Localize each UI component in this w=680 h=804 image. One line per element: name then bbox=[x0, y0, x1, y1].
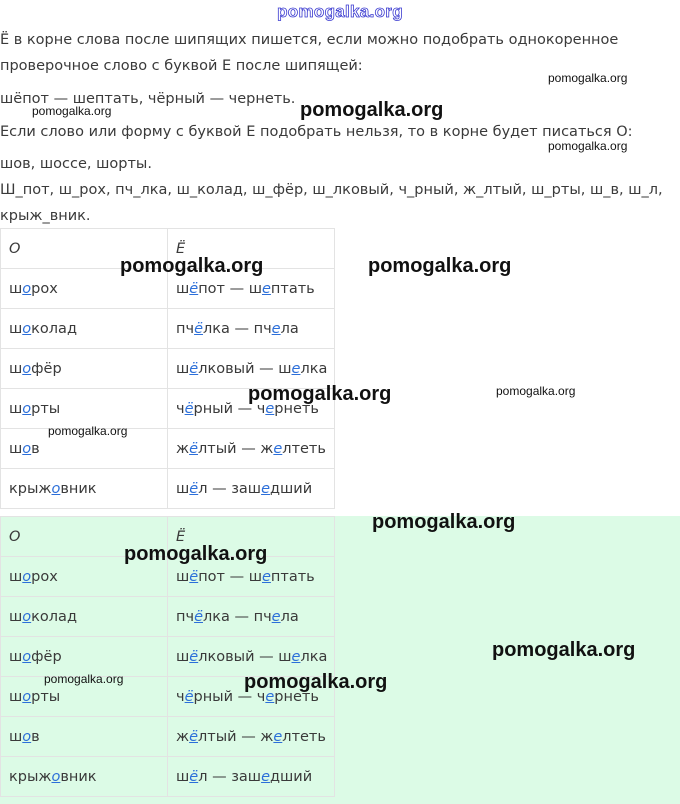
word-part: ш bbox=[176, 648, 190, 665]
table-row bbox=[1, 597, 335, 637]
table-row bbox=[1, 469, 335, 509]
example-o-words: шов, шоссе, шорты. bbox=[0, 156, 152, 172]
word-part: дший bbox=[269, 480, 313, 497]
highlighted-letter: е bbox=[291, 648, 301, 665]
word-part: ш bbox=[9, 320, 23, 337]
word-part: вник bbox=[60, 768, 97, 785]
site-logo[interactable]: pomogalka.org bbox=[277, 2, 403, 21]
word-part: лтый — ж bbox=[198, 728, 274, 745]
word-part: ш bbox=[9, 440, 23, 457]
word-part: ж bbox=[176, 440, 190, 457]
word-part: рнеть bbox=[274, 400, 319, 417]
word-part: рты bbox=[31, 688, 61, 705]
highlighted-letter: о bbox=[22, 728, 32, 745]
watermark: pomogalka.org bbox=[300, 99, 444, 121]
watermark: pomogalka.org bbox=[48, 424, 128, 438]
watermark: pomogalka.org bbox=[244, 671, 388, 693]
highlighted-letter: е bbox=[271, 608, 281, 625]
word-part: ш bbox=[176, 280, 190, 297]
word-part: ш bbox=[9, 688, 23, 705]
word-part: лка bbox=[300, 360, 328, 377]
table-row bbox=[1, 309, 335, 349]
word-part: лтый — ж bbox=[198, 440, 274, 457]
word-part: пч bbox=[176, 320, 195, 337]
highlighted-letter: е bbox=[271, 320, 281, 337]
word-part: колад bbox=[31, 320, 77, 337]
highlighted-letter: е bbox=[262, 280, 271, 297]
word-part: колад bbox=[31, 608, 77, 625]
word-part: рный — ч bbox=[193, 400, 266, 417]
table-row bbox=[1, 757, 335, 797]
rule-text-line1: Ё в корне слова после шипящих пишется, если можно подобрать однокоренное bbox=[0, 32, 619, 48]
column-header-yo: Ё bbox=[168, 229, 335, 269]
table-row bbox=[1, 717, 335, 757]
word-part: ш bbox=[9, 608, 23, 625]
highlighted-letter: о bbox=[22, 400, 32, 417]
watermark: pomogalka.org bbox=[372, 511, 516, 533]
word-part: крыж bbox=[9, 480, 52, 497]
watermark: pomogalka.org bbox=[492, 639, 636, 661]
word-part: ш bbox=[176, 480, 190, 497]
highlighted-letter: ё bbox=[189, 648, 199, 665]
highlighted-letter: о bbox=[22, 648, 32, 665]
cell-word-o bbox=[1, 309, 168, 349]
cell-word-o bbox=[1, 757, 168, 797]
word-part: птать bbox=[270, 280, 315, 297]
word-part: вник bbox=[60, 480, 97, 497]
cell-word-o bbox=[1, 717, 168, 757]
highlighted-letter: о bbox=[22, 568, 32, 585]
word-part: ш bbox=[176, 360, 190, 377]
word-part: лтеть bbox=[282, 440, 326, 457]
highlighted-letter: ё bbox=[189, 480, 199, 497]
highlighted-letter: о bbox=[22, 608, 32, 625]
word-part: ш bbox=[9, 360, 23, 377]
word-part: ш bbox=[9, 400, 23, 417]
highlighted-letter: е bbox=[273, 728, 283, 745]
word-part: рох bbox=[31, 280, 58, 297]
watermark: pomogalka.org bbox=[548, 139, 628, 153]
watermark: pomogalka.org bbox=[548, 71, 628, 85]
column-header-yo: Ё bbox=[168, 517, 335, 557]
highlighted-letter: ё bbox=[194, 320, 203, 337]
word-part: ш bbox=[176, 568, 190, 585]
cell-word-yo bbox=[168, 717, 335, 757]
exercise-text-line2: крыж_вник. bbox=[0, 208, 91, 224]
cell-word-o bbox=[1, 349, 168, 389]
highlighted-letter: о bbox=[51, 480, 61, 497]
cell-word-yo bbox=[168, 309, 335, 349]
word-part: фёр bbox=[31, 360, 62, 377]
highlighted-letter: е bbox=[291, 360, 301, 377]
highlighted-letter: ё bbox=[189, 568, 199, 585]
word-part: пот — ш bbox=[198, 568, 262, 585]
word-part: ж bbox=[176, 728, 190, 745]
word-part: крыж bbox=[9, 768, 52, 785]
word-part: дший bbox=[269, 768, 313, 785]
watermark: pomogalka.org bbox=[496, 384, 576, 398]
word-part: в bbox=[31, 728, 40, 745]
watermark: pomogalka.org bbox=[248, 383, 392, 405]
watermark: pomogalka.org bbox=[120, 255, 264, 277]
rule-text-line2: проверочное слово с буквой Е после шипящей: bbox=[0, 58, 363, 74]
rule-o-text: Если слово или форму с буквой Е подобрать нельзя, то в корне будет писаться О: bbox=[0, 124, 633, 140]
word-part: ч bbox=[176, 400, 185, 417]
column-header-o: О bbox=[1, 229, 168, 269]
cell-word-yo bbox=[168, 757, 335, 797]
watermark: pomogalka.org bbox=[368, 255, 512, 277]
highlighted-letter: е bbox=[261, 480, 270, 497]
highlighted-letter: е bbox=[262, 568, 271, 585]
exercise-text-line1: Ш_пот, ш_рох, пч_лка, ш_колад, ш_фёр, ш_лковый, ч_рный, ж_лтый, ш_рты, ш_в, ш_л, bbox=[0, 182, 663, 198]
word-part: птать bbox=[270, 568, 315, 585]
column-header-o: О bbox=[1, 517, 168, 557]
word-part: рты bbox=[31, 400, 61, 417]
word-part: ш bbox=[176, 768, 190, 785]
highlighted-letter: о bbox=[22, 320, 32, 337]
word-part: лка bbox=[300, 648, 328, 665]
cell-word-yo bbox=[168, 597, 335, 637]
watermark: pomogalka.org bbox=[44, 672, 124, 686]
word-part: рох bbox=[31, 568, 58, 585]
word-part: рнеть bbox=[274, 688, 319, 705]
highlighted-letter: о bbox=[22, 440, 32, 457]
highlighted-letter: о bbox=[22, 688, 32, 705]
cell-word-yo bbox=[168, 469, 335, 509]
watermark: pomogalka.org bbox=[32, 104, 112, 118]
cell-word-o bbox=[1, 637, 168, 677]
highlighted-letter: ё bbox=[189, 768, 199, 785]
word-part: ч bbox=[176, 688, 185, 705]
cell-word-o bbox=[1, 389, 168, 429]
highlighted-letter: е bbox=[273, 440, 283, 457]
highlighted-letter: ё bbox=[189, 440, 198, 457]
highlighted-letter: ё bbox=[189, 360, 199, 377]
highlighted-letter: ё bbox=[189, 728, 198, 745]
highlighted-letter: е bbox=[261, 768, 270, 785]
word-part: ш bbox=[9, 648, 23, 665]
word-part: ш bbox=[9, 728, 23, 745]
word-part: лковый — ш bbox=[198, 360, 292, 377]
word-part: в bbox=[31, 440, 40, 457]
word-part: л — заш bbox=[198, 480, 262, 497]
word-part: рный — ч bbox=[193, 688, 266, 705]
word-part: пч bbox=[176, 608, 195, 625]
word-part: лка — пч bbox=[202, 608, 272, 625]
highlighted-letter: ё bbox=[194, 608, 203, 625]
word-part: пот — ш bbox=[198, 280, 262, 297]
highlighted-letter: о bbox=[51, 768, 61, 785]
word-part: лтеть bbox=[282, 728, 326, 745]
highlighted-letter: о bbox=[22, 280, 32, 297]
word-part: лковый — ш bbox=[198, 648, 292, 665]
cell-word-o bbox=[1, 597, 168, 637]
example-e-words: шёпот — шептать, чёрный — чернеть. bbox=[0, 91, 296, 107]
cell-word-yo bbox=[168, 429, 335, 469]
word-part: ш bbox=[9, 568, 23, 585]
cell-word-o bbox=[1, 469, 168, 509]
highlighted-letter: ё bbox=[189, 280, 199, 297]
word-part: ла bbox=[280, 320, 299, 337]
word-part: ш bbox=[9, 280, 23, 297]
highlighted-letter: е bbox=[265, 400, 275, 417]
highlighted-letter: о bbox=[22, 360, 32, 377]
highlighted-letter: е bbox=[265, 688, 275, 705]
word-part: л — заш bbox=[198, 768, 262, 785]
word-part: ла bbox=[280, 608, 299, 625]
word-part: лка — пч bbox=[202, 320, 272, 337]
word-part: фёр bbox=[31, 648, 62, 665]
watermark: pomogalka.org bbox=[124, 543, 268, 565]
highlighted-letter: ё bbox=[184, 688, 194, 705]
highlighted-letter: ё bbox=[184, 400, 194, 417]
